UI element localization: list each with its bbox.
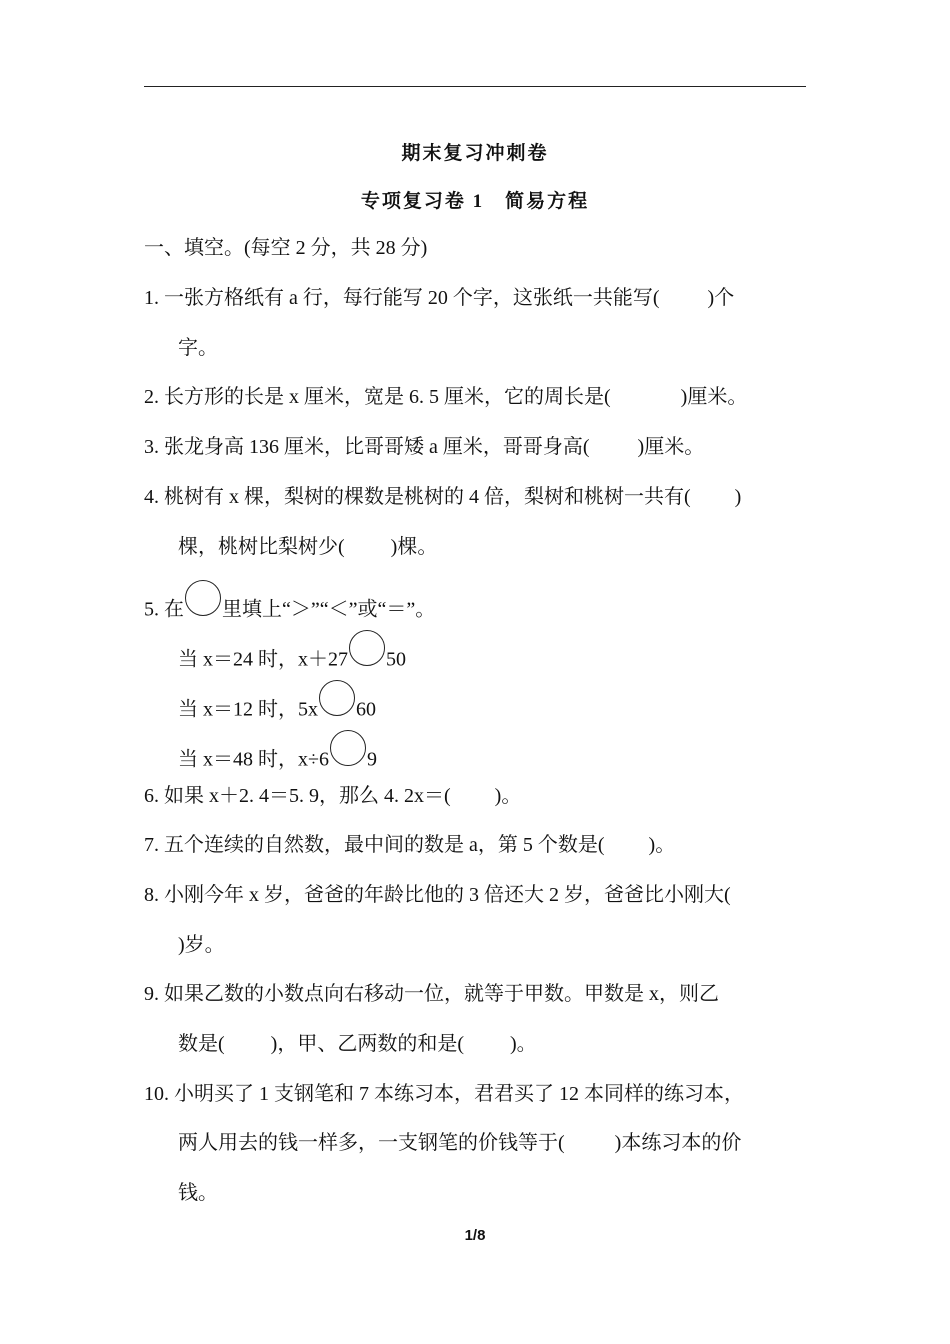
question-5-row-3 [178,743,377,779]
q3-text-b: )厘米。 [637,436,705,458]
question-5 [144,593,435,629]
page-number: 1/8 [464,1227,486,1244]
comparison-circle [185,580,221,616]
page-subtitle: 专项复习卷 1 简易方程 [360,191,590,212]
q9-text-c: )，甲、乙两数的和是( [270,1033,464,1055]
question-9-cont [178,1032,537,1056]
q6-text-b: )。 [494,785,522,807]
q7-text-b: )。 [648,834,676,856]
question-9: 9. 如果乙数的小数点向右移动一位，就等于甲数。甲数是 x，则乙 [144,983,719,1005]
question-6 [144,784,521,808]
question-2 [144,385,747,409]
question-8: 8. 小刚今年 x 岁，爸爸的年龄比他的 3 倍还大 2 岁，爸爸比小刚大( [144,884,731,906]
page-title: 期末复习冲刺卷 [401,143,549,164]
q5-row3-value: 9 [366,748,377,771]
comparison-circle [330,730,366,766]
question-10-cont-2: 钱。 [178,1182,218,1204]
q5-text-b: 里填上“＞”“＜”或“＝”。 [222,598,436,621]
question-7 [144,833,675,857]
header-rule [144,86,806,87]
q5-row2-expr: 当 x＝12 时，5x [178,698,318,721]
q9-text-d: )。 [510,1033,537,1055]
q5-row1-expr: 当 x＝24 时，x＋27 [178,648,348,671]
question-4-cont [178,535,437,559]
q5-text-a: 5. 在 [144,598,184,621]
q1-text-a: 1. 一张方格纸有 a 行，每行能写 20 个字，这张纸一共能写( [144,287,660,309]
q7-text-a: 7. 五个连续的自然数，最中间的数是 a，第 5 个数是( [144,834,605,856]
q4-text-c: 棵，桃树比梨树少( [178,536,345,558]
q1-text-b: )个 [707,287,735,309]
q4-text-b: ) [734,486,742,508]
q10-text-b: 两人用去的钱一样多，一支钢笔的价钱等于( [178,1132,565,1154]
question-3 [144,435,704,459]
q4-text-d: )棵。 [390,536,438,558]
question-5-row-1 [178,643,406,679]
question-10-cont [178,1131,741,1155]
q2-text-b: )厘米。 [680,386,748,408]
question-8-cont: )岁。 [178,934,225,956]
q10-text-c: )本练习本的价 [614,1132,742,1154]
q2-text-a: 2. 长方形的长是 x 厘米，宽是 6. 5 厘米，它的周长是( [144,386,611,408]
q6-text-a: 6. 如果 x＋2. 4＝5. 9，那么 4. 2x＝( [144,785,451,807]
q9-text-b: 数是( [178,1033,225,1055]
question-4 [144,485,741,509]
question-1 [144,286,734,310]
comparison-circle [319,680,355,716]
section-heading: 一、填空。(每空 2 分，共 28 分) [144,237,428,259]
question-10: 10. 小明买了 1 支钢笔和 7 本练习本，君君买了 12 本同样的练习本， [144,1083,744,1105]
q5-row1-value: 50 [386,648,406,671]
q4-text-a: 4. 桃树有 x 棵，梨树的棵数是桃树的 4 倍，梨树和桃树一共有( [144,486,691,508]
q5-row3-expr: 当 x＝48 时，x÷6 [178,748,329,771]
comparison-circle [349,630,385,666]
question-5-row-2 [178,693,376,729]
q5-row2-value: 60 [356,698,376,721]
question-1-cont: 字。 [178,337,218,359]
q3-text-a: 3. 张龙身高 136 厘米，比哥哥矮 a 厘米，哥哥身高( [144,436,590,458]
